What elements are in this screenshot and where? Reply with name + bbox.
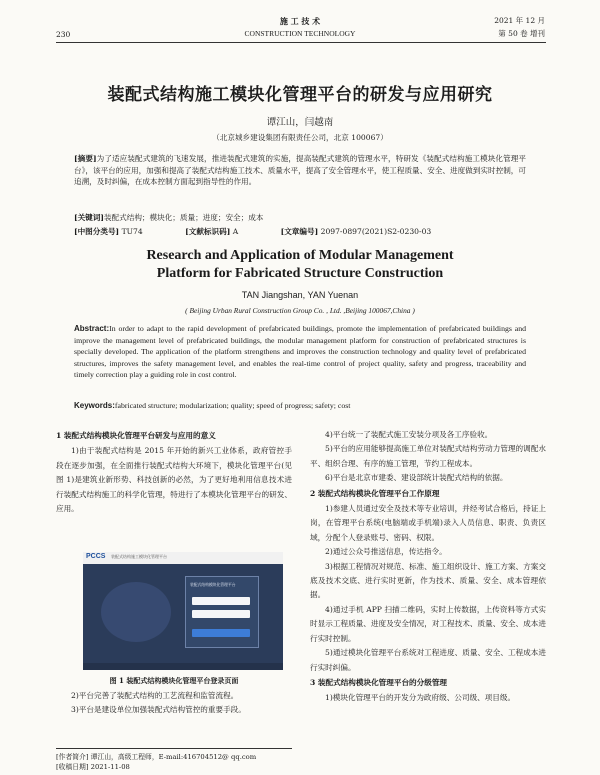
issue-volume: 第 50 卷 增刊 [498, 29, 545, 38]
figure-login-screenshot [83, 552, 283, 670]
paragraph: 5)通过模块化管理平台系统对工程进度、质量、安全、工程成本进行实时纠偏。 [310, 648, 546, 672]
paragraph: 1)由于装配式结构是 2015 年开始的新兴工业体系，政府管控手段在逐步加强，在全面推行装配式结构大环境下，模块化管理平台(见图 1)是建筑业新形势、科技创新的必然，为了更好地利用信息技术进行装配式结构施工的科学化管理，特进行了本模块化管理平台的研发、应用。 [56, 446, 292, 514]
figure-system-name: 装配式结构施工模块化管理平台 [111, 554, 167, 559]
affiliation-cn: （北京城乡建设集团有限责任公司，北京 100067） [212, 133, 388, 142]
issue-date: 2021 年 12 月 [494, 16, 545, 25]
header-rule [56, 42, 546, 43]
keywords-cn-text: 装配式结构；模块化；质量；进度；安全；成本 [103, 213, 264, 222]
paragraph: 3)根据工程情况对规范、标准、施工组织设计、施工方案、方案交底及技术交底、进行实时更新，作为技术、质量、安全、成本管理依据。 [310, 561, 546, 600]
password-field [192, 610, 250, 618]
section-1-heading: 1 装配式结构模块化管理平台研发与应用的意义 [56, 431, 216, 440]
paragraph: 2)通过公众号推送信息，传达指令。 [325, 547, 447, 557]
page-number: 230 [56, 30, 71, 39]
abstract-cn-text: 为了适应装配式建筑的飞速发展，推进装配式建筑的实施，提高装配式建筑的管理水平，特研发《装配式结构施工模块化管理平台》，该平台的应用，加强和提高了装配式结构施工技术、质量水平，提高了安全管理水平，使工程质量、安全、进度做到实时控制，可追溯，及时纠偏，在成本控制方面起到指导性的作用。 [74, 154, 527, 186]
article-title-en-line2: Platform for Fabricated Structure Construction [156, 266, 444, 281]
doc-code-value: A [232, 227, 239, 236]
keywords-cn [74, 212, 526, 224]
doc-code-label: [文献标识码] [185, 227, 231, 236]
paragraph: 1)模块化管理平台的开发分为政府级、公司级、项目级。 [325, 693, 516, 703]
paragraph: 1)参建人员通过安全及技术等专业培训，并经考试合格后，持证上岗，在管理平台系统(电脑端或手机端)录入人员信息、职责、负责区域，分配个人登录账号、密码、权限。 [310, 504, 546, 542]
abstract-en [74, 323, 526, 381]
paragraph: 3)平台是建设单位加强装配式结构管控的重要手段。 [71, 705, 246, 715]
login-panel [185, 576, 259, 648]
right-column [310, 428, 546, 706]
paragraph: 4)通过手机 APP 扫描二维码，实时上传数据，上传资料等方式实时显示工程质量、进度及安全情况，对工程技术、质量、安全、成本进行实时控制。 [310, 604, 546, 643]
paragraph: 5)平台的应用能够提高施工单位对装配式结构劳动力管理的调配水平、组织合理、有序的施工管理，节约工程成本。 [310, 444, 546, 468]
affiliation-en: ( Beijing Urban Rural Construction Group Co. , Ltd. ,Beijing 100067,China ) [185, 306, 415, 315]
figure-top-bar [83, 552, 283, 564]
figure-footer-bar [83, 663, 283, 670]
keywords-cn-label: [关键词] [74, 213, 104, 222]
abstract-en-text: In order to adapt to the rapid development of prefabricated buildings, promote the implementation of prefabricated buildings and improve the management level of prefabricated buildings, the modular management platform for construction of prefabricated structures is specially developed. The application of the platform strengthens and improves the construction technology and quality level of prefabricated structures, improves the safety management level, and enables the real-time control of project quality, safety and progress, traceability and timely correction play a guiding role in cost control. [74, 324, 526, 380]
authors-cn: 谭江山，闫越南 [266, 117, 334, 128]
footnote-received: [收稿日期] 2021-11-08 [56, 763, 130, 771]
article-no-value: 2097-0897(2021)S2-0230-03 [320, 227, 432, 236]
abstract-cn-label: [摘要] [74, 154, 97, 163]
article-title-cn: 装配式结构施工模块化管理平台的研发与应用研究 [107, 85, 493, 105]
keywords-en [74, 400, 526, 412]
left-column-bottom [56, 689, 292, 718]
section-2-heading: 2 装配式结构模块化管理平台工作原理 [310, 488, 440, 498]
classification-row [74, 226, 526, 238]
clc-value: TU74 [121, 227, 143, 236]
left-column-top [56, 428, 292, 516]
username-field [192, 597, 250, 605]
login-panel-title: 装配式结构模块化管理平台 [190, 582, 236, 587]
article-no-label: [文章编号] [280, 227, 319, 236]
pccs-logo: PCCS [86, 553, 106, 560]
paragraph: 6)平台是北京市建委、建设部统计装配式结构的依据。 [325, 473, 508, 483]
journal-name-cn: 施 工 技 术 [279, 16, 321, 26]
article-title-en-line1: Research and Application of Modular Management [146, 248, 454, 263]
figure-caption: 图 1 装配式结构模块化管理平台登录页面 [109, 676, 239, 685]
authors-en: TAN Jiangshan, YAN Yuenan [241, 290, 359, 300]
keywords-en-text: fabricated structure; modularization; quality; speed of progress; safety; cost [114, 401, 351, 410]
clc-label: [中图分类号] [74, 227, 120, 236]
footnote-rule [56, 748, 292, 749]
journal-name-en: CONSTRUCTION TECHNOLOGY [244, 29, 356, 38]
footnote-author: [作者简介] 谭江山，高级工程师，E-mail:416704512@ qq.com [56, 753, 257, 761]
keywords-en-label: Keywords: [74, 401, 115, 410]
abstract-en-label: Abstract: [74, 324, 110, 333]
abstract-cn [74, 153, 526, 188]
figure-background-graphic [101, 582, 171, 642]
section-3-heading: 3 装配式结构模块化管理平台的分级管理 [310, 677, 448, 687]
paragraph: 2)平台完善了装配式结构的工艺流程和监管流程。 [71, 691, 239, 700]
login-button [192, 629, 250, 637]
paragraph: 4)平台统一了装配式施工安装分项及各工序验收。 [325, 430, 493, 439]
